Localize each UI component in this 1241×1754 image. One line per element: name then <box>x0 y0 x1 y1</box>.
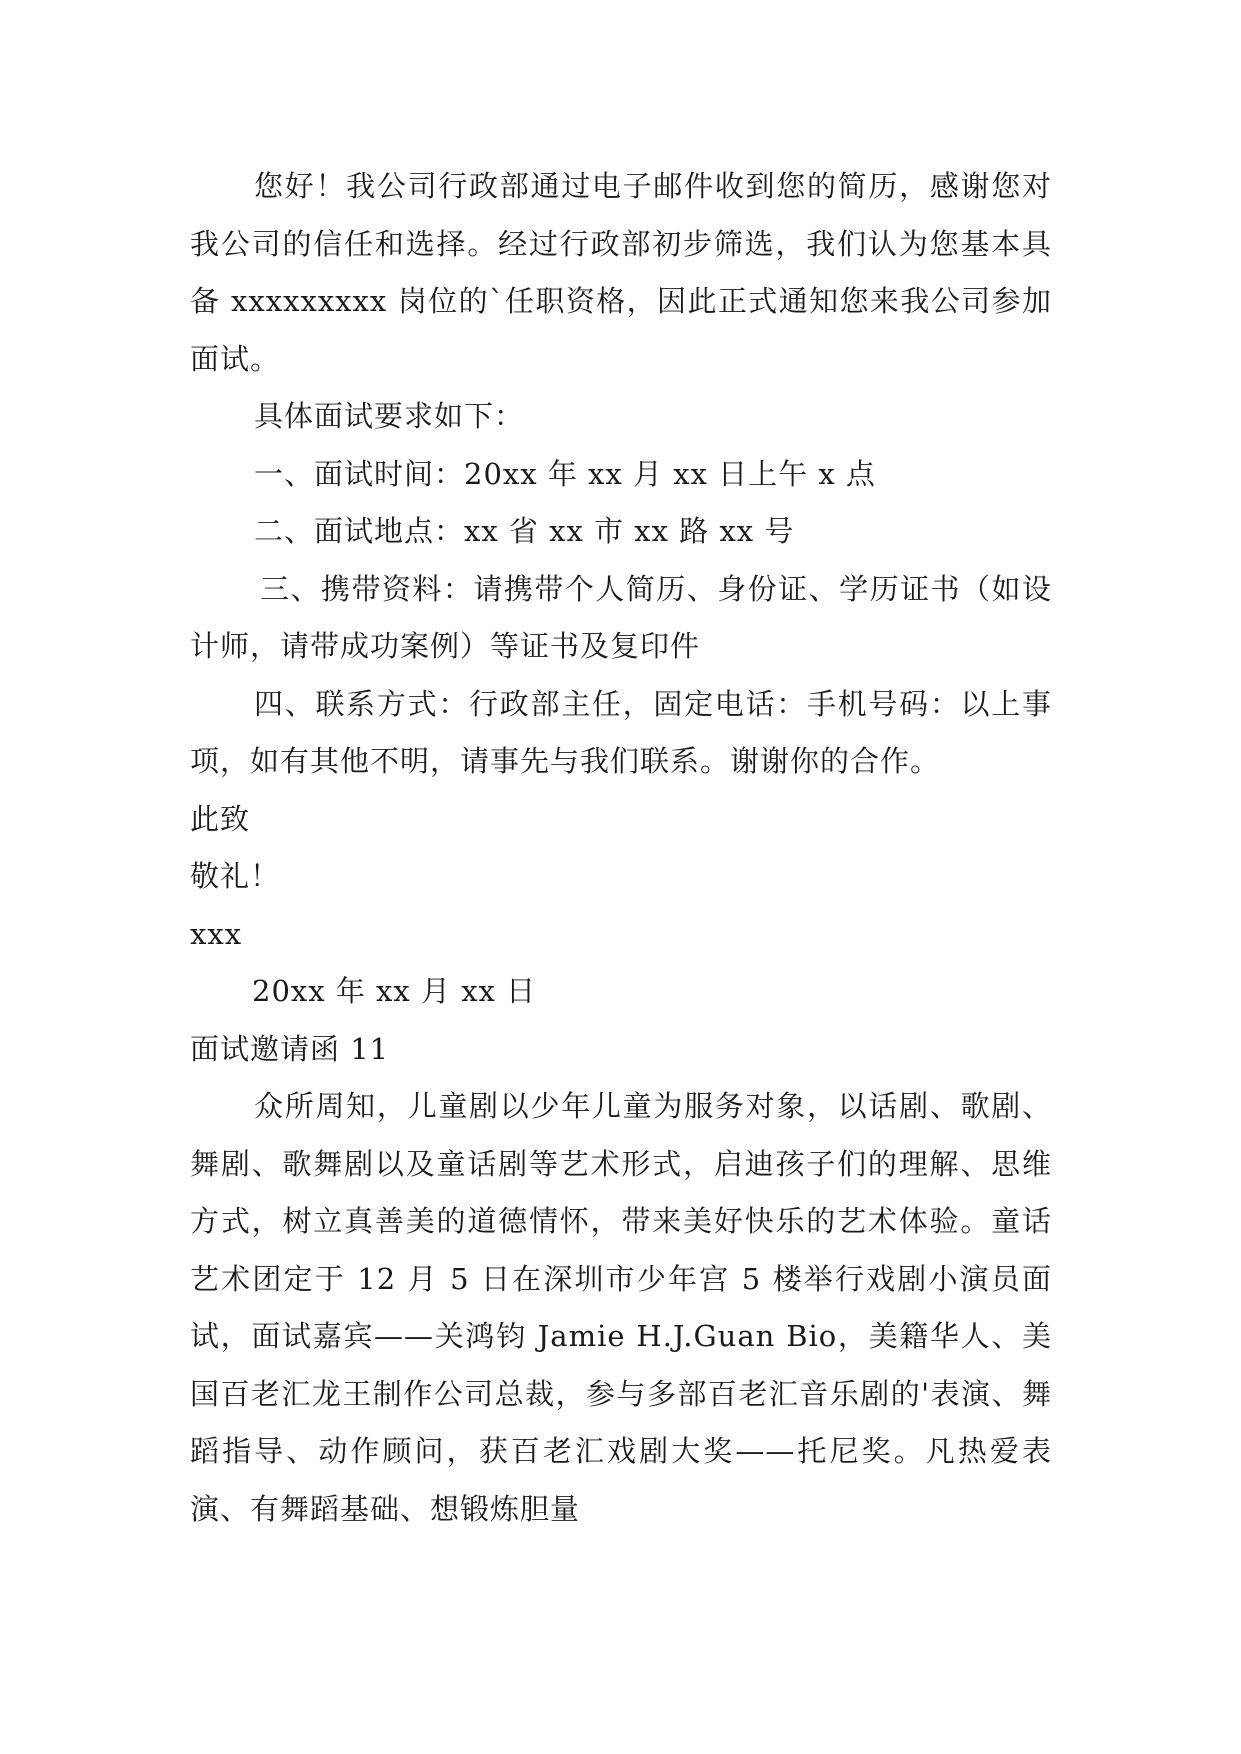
contact-paragraph: 四、联系方式：行政部主任，固定电话：手机号码：以上事项，如有其他不明，请事先与我们联系。谢谢你的合作。 <box>190 686 1052 778</box>
section-heading: 面试邀请函 11 <box>190 1031 390 1066</box>
requirements-intro: 具体面试要求如下： <box>254 399 525 433</box>
closing-line-2: 敬礼！ <box>190 859 281 893</box>
interview-time: 一、面试时间：20xx 年 xx 月 xx 日上午 x 点 <box>254 456 876 491</box>
interview-location: 二、面试地点：xx 省 xx 市 xx 路 xx 号 <box>254 514 795 548</box>
document-body <box>190 158 1052 1538</box>
letter-date: 20xx 年 xx 月 xx 日 <box>252 974 537 1008</box>
greeting-paragraph: 您好！我公司行政部通过电子邮件收到您的简历，感谢您对我公司的信任和选择。经过行政部初步筛选，我们认为您基本具备 xxxxxxxxx 岗位的`任职资格，因此正式通知您来我公司参加面试。 <box>190 169 1052 376</box>
closing-line-1: 此致 <box>190 801 251 836</box>
body-paragraph: 众所周知，儿童剧以少年儿童为服务对象，以话剧、歌剧、舞剧、歌舞剧以及童话剧等艺术形式，启迪孩子们的理解、思维方式，树立真善美的道德情怀，带来美好快乐的艺术体验。童话艺术团定于 12 月 5 日在深圳市少年宫 5 楼举行戏剧小演员面试，面试嘉宾——关鸿钧 Jamie H.J.Guan Bio，美籍华人、美国百老汇龙王制作公司总裁，参与多部百老汇音乐剧的'表演、舞蹈指导、动作顾问，获百老汇戏剧大奖——托尼奖。凡热爱表演、有舞蹈基础、想锻炼胆量 <box>190 1089 1052 1526</box>
signature: xxx <box>190 916 243 951</box>
materials-paragraph: 三、携带资料：请携带个人简历、身份证、学历证书（如设计师，请带成功案例）等证书及复印件 <box>190 571 1052 663</box>
